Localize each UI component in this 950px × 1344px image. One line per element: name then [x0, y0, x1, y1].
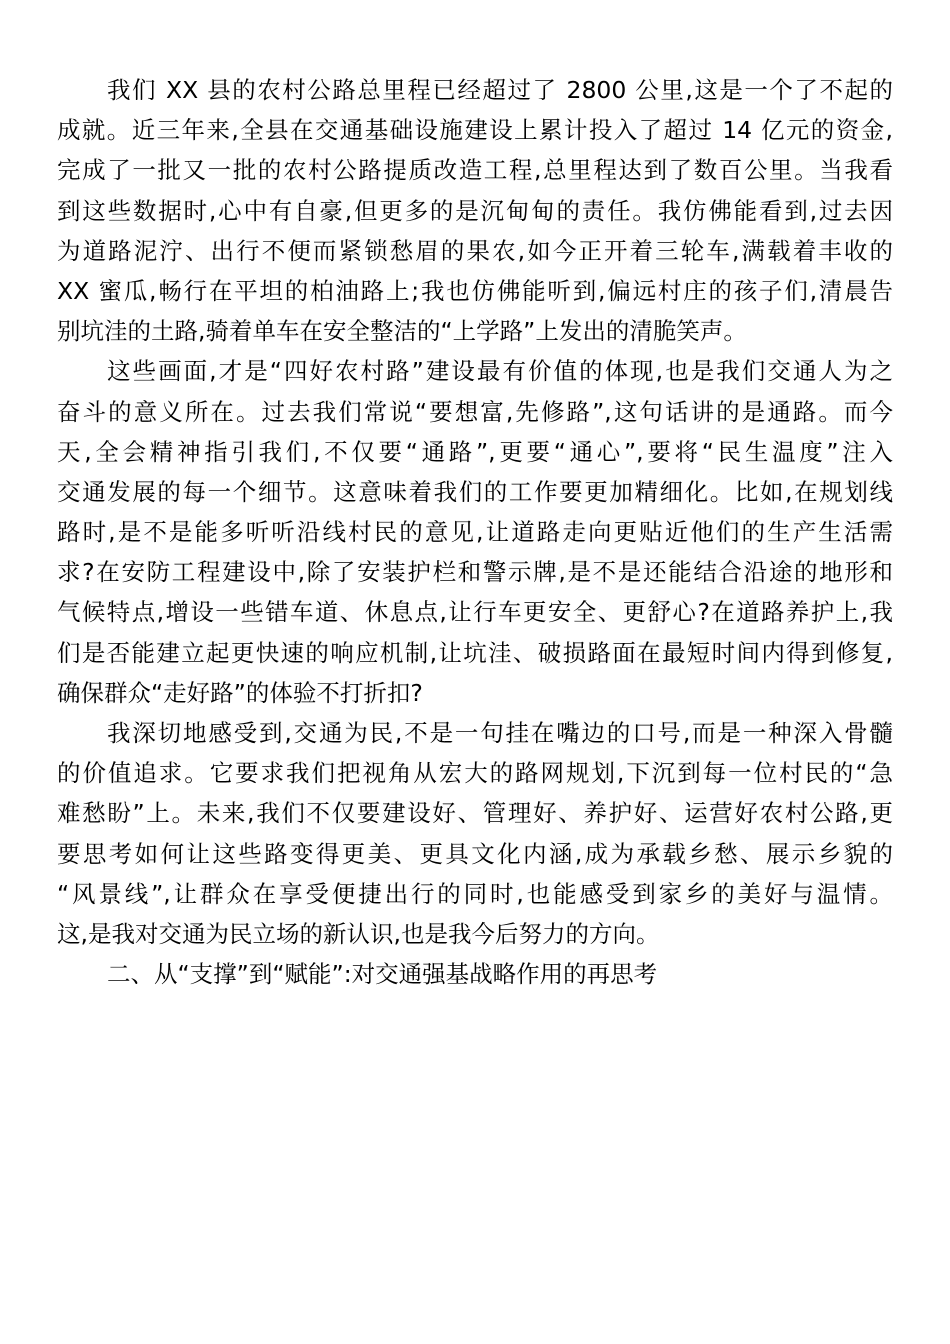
text-line: “风景线”,让群众在享受便捷出行的同时,也能感受到家乡的美好与温情。 [57, 879, 893, 908]
text-line: 完成了一批又一批的农村公路提质改造工程,总里程达到了数百公里。当我看 [57, 156, 893, 185]
text-line: 成就。近三年来,全县在交通基础设施建设上累计投入了超过 14 亿元的资金, [57, 116, 893, 145]
text-line: 这,是我对交通为民立场的新认识,也是我今后努力的方向。 [57, 919, 660, 948]
text-line: 别坑洼的土路,骑着单车在安全整洁的“上学路”上发出的清脆笑声。 [57, 317, 747, 346]
text-line: 路时,是不是能多听听沿线村民的意见,让道路走向更贴近他们的生产生活需 [57, 518, 893, 547]
text-line: 要思考如何让这些路变得更美、更具文化内涵,成为承载乡愁、展示乡貌的 [57, 839, 893, 868]
text-line: 确保群众“走好路”的体验不打折扣? [57, 678, 423, 707]
section-heading: 二、从“支撑”到“赋能”:对交通强基战略作用的再思考 [107, 960, 658, 989]
text-line: 到这些数据时,心中有自豪,但更多的是沉甸甸的责任。我仿佛能看到,过去因 [57, 196, 893, 225]
text-line: 的价值追求。它要求我们把视角从宏大的路网规划,下沉到每一位村民的“急 [57, 759, 893, 788]
paragraph [57, 70, 893, 351]
text-line: 我们 XX 县的农村公路总里程已经超过了 2800 公里,这是一个了不起的 [107, 76, 893, 104]
text-line: 们是否能建立起更快速的响应机制,让坑洼、破损路面在最短时间内得到修复, [57, 638, 893, 667]
text-line: 这些画面,才是“四好农村路”建设最有价值的体现,也是我们交通人为之 [107, 357, 893, 386]
text-line: XX 蜜瓜,畅行在平坦的柏油路上;我也仿佛能听到,偏远村庄的孩子们,清晨告 [57, 276, 893, 305]
text-line: 气候特点,增设一些错车道、休息点,让行车更安全、更舒心?在道路养护上,我 [57, 598, 893, 627]
text-line: 交通发展的每一个细节。这意味着我们的工作要更加精细化。比如,在规划线 [57, 477, 893, 506]
text-line: 求?在安防工程建设中,除了安装护栏和警示牌,是不是还能结合沿途的地形和 [57, 558, 893, 587]
document-page [57, 70, 893, 994]
paragraph [57, 351, 893, 713]
paragraph [57, 713, 893, 954]
text-line: 奋斗的意义所在。过去我们常说“要想富,先修路”,这句话讲的是通路。而今 [57, 397, 893, 426]
text-line: 难愁盼”上。未来,我们不仅要建设好、管理好、养护好、运营好农村公路,更 [57, 799, 893, 828]
text-line: 天,全会精神指引我们,不仅要“通路”,更要“通心”,要将“民生温度”注入 [57, 437, 893, 466]
text-line: 我深切地感受到,交通为民,不是一句挂在嘴边的口号,而是一种深入骨髓 [107, 719, 893, 747]
text-line: 为道路泥泞、出行不便而紧锁愁眉的果农,如今正开着三轮车,满载着丰收的 [57, 236, 893, 265]
